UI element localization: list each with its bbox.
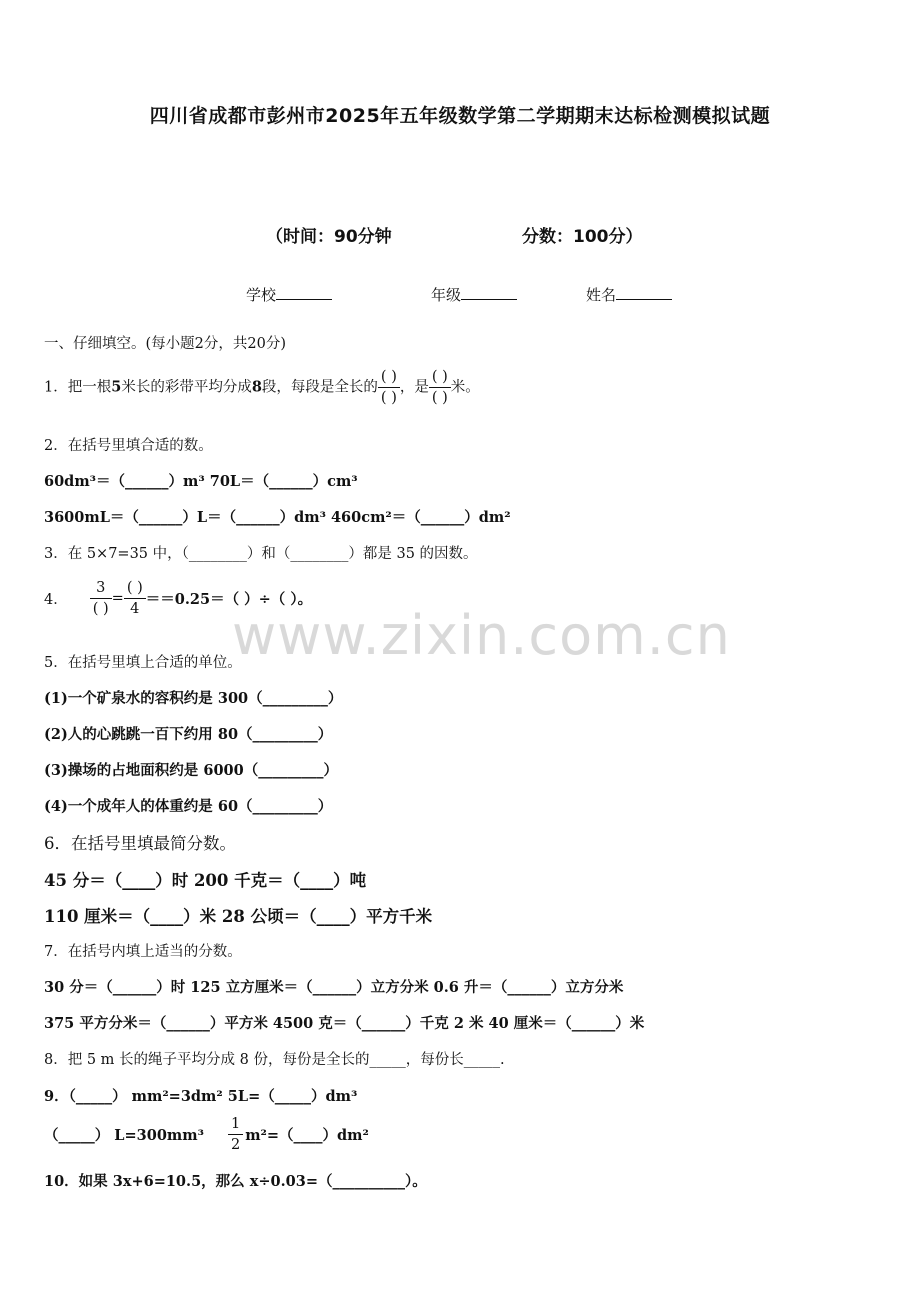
question-9-row: 9．（_____） mm²=3dm² 5L=（_____）dm³ [44, 1088, 358, 1105]
q1-text: 把一根 [67, 379, 112, 396]
page-title: 四川省成都市彭州市2025年五年级数学第二学期期末达标检测模拟试题 [149, 105, 771, 127]
q1-fraction-blank[interactable] [378, 367, 400, 408]
exam-score: 分数：100分） [522, 227, 643, 247]
question-5-item: (4)一个成年人的体重约是 60（_________） [44, 798, 333, 815]
question-2-heading: 2．在括号里填合适的数。 [44, 438, 213, 454]
section-heading: 一、仔细填空。(每小题2分，共20分) [44, 336, 286, 352]
fraction-numerator: 1 [228, 1114, 243, 1135]
q1-value: 8 [251, 378, 262, 396]
fraction-numerator: ( ) [378, 367, 400, 388]
question-6-row: 110 厘米＝（____）米 28 公顷＝（____）平方千米 [44, 907, 433, 926]
grade-blank[interactable] [461, 285, 517, 300]
question-2-row: 3600mL＝（______）L＝（______）dm³ 460cm²＝（______）dm² [44, 509, 511, 526]
question-5-item: (3)操场的占地面积约是 6000（_________） [44, 762, 338, 779]
fraction-numerator: ( ) [429, 367, 451, 388]
question-5-item: (2)人的心跳跳一百下约用 80（_________） [44, 726, 333, 743]
question-7-heading: 7．在括号内填上适当的分数。 [44, 944, 242, 960]
grade-label: 年级 [431, 286, 462, 304]
question-6-heading: 6．在括号里填最简分数。 [44, 834, 236, 853]
q9-text: （_____） L=300mm³ [44, 1127, 204, 1144]
fraction-denominator: 4 [130, 601, 140, 617]
equals-sign: = [111, 590, 124, 607]
q1-number: 1． [44, 379, 68, 396]
question-5-heading: 5．在括号里填上合适的单位。 [44, 655, 242, 671]
fraction-denominator: 2 [230, 1137, 241, 1153]
question-2-row: 60dm³＝（______）m³ 70L＝（______）cm³ [44, 473, 358, 490]
q4-text: ＝＝0.25＝（ ）÷（ ）。 [145, 591, 313, 608]
grade-field [431, 284, 517, 305]
school-label: 学校 [246, 286, 277, 304]
name-field [586, 284, 672, 305]
question-7-row: 375 平方分米＝（______）平方米 4500 克＝（______）千克 2 米 40 厘米＝（______）米 [44, 1015, 645, 1032]
question-10: 10．如果 3x+6=10.5，那么 x÷0.03=（__________）。 [44, 1173, 427, 1190]
question-7-row: 30 分＝（______）时 125 立方厘米＝（______）立方分米 0.6 升＝（______）立方分米 [44, 979, 624, 996]
q1-text: 段，每段是全长的 [261, 379, 378, 396]
question-9-row [44, 1114, 369, 1155]
fraction-numerator: 3 [90, 578, 112, 599]
school-field [246, 284, 332, 305]
q1-text: ，是 [399, 379, 429, 396]
q1-value: 5 [111, 378, 122, 396]
fraction-numerator: ( ) [124, 578, 146, 599]
q4-fraction[interactable] [124, 578, 146, 619]
q4-fraction[interactable] [90, 578, 112, 619]
question-3: 3．在 5×7=35 中，（________）和（________）都是 35 的因数。 [44, 546, 478, 562]
question-5-item: (1)一个矿泉水的容积约是 300（_________） [44, 690, 343, 707]
name-blank[interactable] [616, 285, 672, 300]
question-8: 8．把 5 m 长的绳子平均分成 8 份，每份是全长的_____，每份长_____. [44, 1052, 505, 1068]
exam-time: （时间：90分钟 [266, 227, 392, 247]
school-blank[interactable] [276, 285, 332, 300]
q4-number: 4． [44, 592, 68, 608]
watermark: www.zixin.com.cn [232, 604, 731, 667]
q9-text: m²=（____）dm² [245, 1127, 369, 1144]
fraction-denominator: ( ) [431, 390, 448, 406]
q1-text: 米。 [450, 379, 480, 396]
q1-fraction-blank[interactable] [429, 367, 451, 408]
q1-text: 米长的彩带平均分成 [121, 379, 252, 396]
q9-fraction [228, 1114, 243, 1155]
question-6-row: 45 分＝（____）时 200 千克＝（____）吨 [44, 871, 367, 890]
question-1 [44, 367, 480, 408]
fraction-denominator: ( ) [92, 601, 109, 617]
name-label: 姓名 [586, 286, 617, 304]
fraction-denominator: ( ) [380, 390, 397, 406]
